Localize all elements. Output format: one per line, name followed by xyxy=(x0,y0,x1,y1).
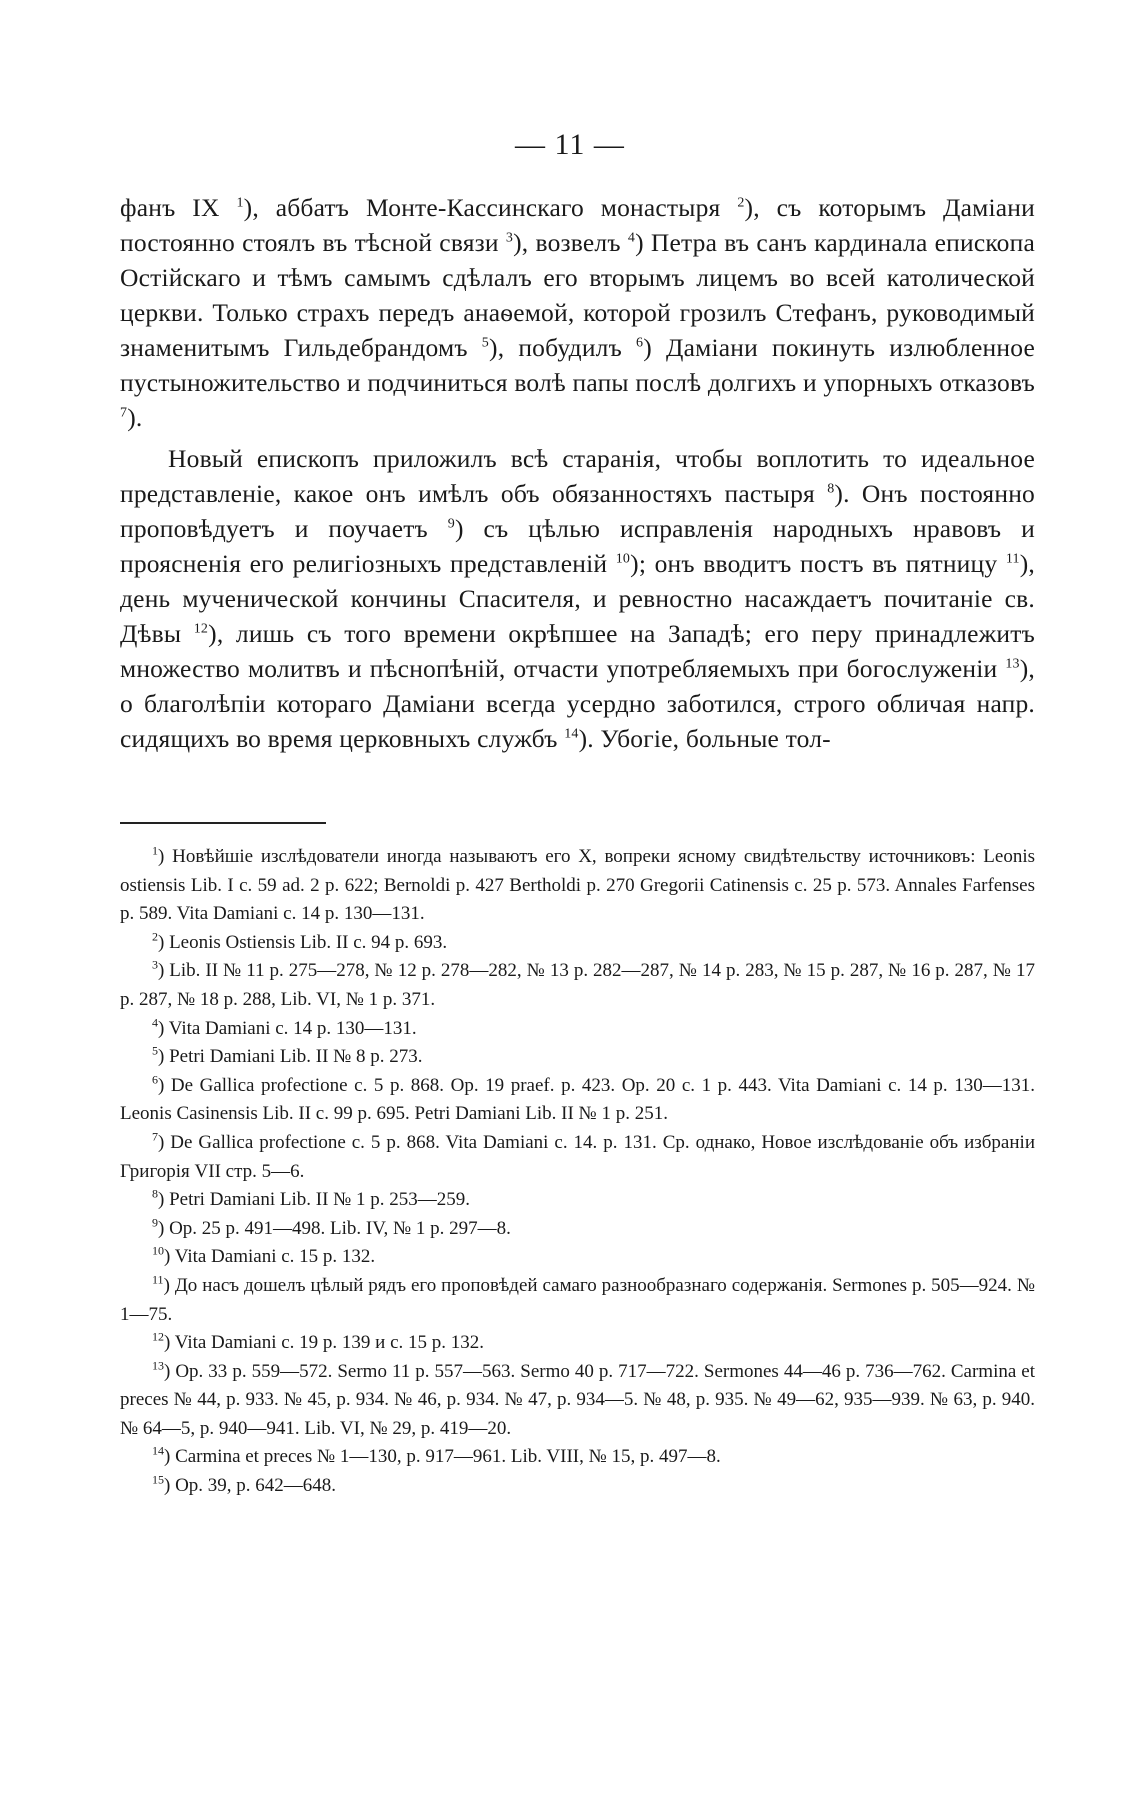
text-run: ), съ которымъ Даміани постоянно стоялъ въ тѣсной связи xyxy=(120,193,1035,257)
footnote-number: 7 xyxy=(152,1129,158,1144)
footnote-number: 3 xyxy=(152,958,158,973)
footnote-marker: 10 xyxy=(615,551,631,567)
footnote-number: 9 xyxy=(152,1215,158,1230)
text-run: ), возвелъ xyxy=(513,228,628,257)
text-run: ), день мученической кончины Спасителя, и ревностно насаждаетъ почитаніе св. Дѣвы xyxy=(120,549,1035,648)
footnote xyxy=(120,1043,1035,1072)
footnote-number: 15 xyxy=(152,1472,164,1487)
footnote-marker: 6 xyxy=(636,335,644,351)
footnote xyxy=(120,1186,1035,1215)
footnote-number: 10 xyxy=(152,1243,164,1258)
footnote-marker: 1 xyxy=(236,195,244,211)
text-run: ). Онъ постоянно проповѣдуетъ и поучаетъ xyxy=(120,479,1036,543)
text-run: ). xyxy=(127,403,143,432)
text-run: ) Даміани покинуть излюбленное пустыножительство и подчиниться волѣ папы послѣ долгихъ и упорныхъ отказовъ xyxy=(120,333,1035,397)
footnote-number: 12 xyxy=(152,1329,164,1344)
footnote-text: ) Vita Damiani c. 15 p. 132. xyxy=(164,1246,376,1268)
footnote-text: ) Petri Damiani Lib. II № 8 p. 273. xyxy=(158,1046,423,1068)
text-run: ), о благолѣпіи котораго Даміани всегда усердно заботился, строго обличая напр. сидящихъ во время церковныхъ службъ xyxy=(120,654,1035,753)
footnote xyxy=(120,1472,1035,1501)
paragraph xyxy=(120,190,1035,435)
footnote-number: 2 xyxy=(152,929,158,944)
footnote xyxy=(120,1129,1035,1186)
footnote-number: 5 xyxy=(152,1043,158,1058)
text-run: ) Петра въ санъ кардинала епископа Остійскаго и тѣмъ самымъ сдѣлалъ его вторымъ лицемъ во всей католической церкви. Только страхъ передъ анаѳемой, которой грозилъ Стефанъ, руководимый знаменитымъ Гильдебрандомъ xyxy=(120,228,1035,362)
footnote-number: 4 xyxy=(152,1015,158,1030)
footnote-text: ) Carmina et preces № 1—130, p. 917—961. Lib. VIII, № 15, p. 497—8. xyxy=(164,1446,721,1468)
footnote-number: 1 xyxy=(152,843,158,858)
footnote-marker: 9 xyxy=(447,516,455,532)
footnotes xyxy=(120,843,1035,1501)
footnote-text: ) До насъ дошелъ цѣлый рядъ его проповѣдей самаго разнообразнаго содержанія. Sermones p. 505—924. № 1—75. xyxy=(120,1274,1035,1325)
footnote-number: 14 xyxy=(152,1444,164,1459)
footnote xyxy=(120,1443,1035,1472)
footnote-text: ) De Gallica profectione c. 5 p. 868. Op. 19 praef. p. 423. Op. 20 c. 1 p. 443. Vita Damiani c. 14 p. 130—131. Leonis Casinensis Lib. II c. 99 p. 695. Petri Damiani Lib. II № 1 p. 251. xyxy=(120,1074,1035,1125)
footnote-marker: 4 xyxy=(627,230,636,246)
paragraph xyxy=(120,441,1035,756)
footnote-text: ) Vita Damiani c. 19 p. 139 и c. 15 p. 132. xyxy=(164,1332,485,1354)
footnote-number: 13 xyxy=(152,1358,164,1373)
footnote xyxy=(120,1015,1035,1044)
footnote-marker: 12 xyxy=(193,621,209,637)
footnote-text: ) Новѣйшіе изслѣдователи иногда называютъ его X, вопреки ясному свидѣтельству источниковъ: Leonis ostiensis Lib. I c. 59 ad. 2 p. 622; Bernoldi p. 427 Bertholdi p. 270 Gregorii Catinensis c. 25 p. 573. Annales Farfenses p. 589. Vita Damiani c. 14 p. 130—131. xyxy=(120,846,1035,925)
footnote-text: ) Op. 39, p. 642—648. xyxy=(164,1475,337,1497)
footnote xyxy=(120,1215,1035,1244)
footnote-marker: 5 xyxy=(481,335,489,351)
footnote-text: ) Lib. II № 11 p. 275—278, № 12 p. 278—282, № 13 p. 282—287, № 14 p. 283, № 15 p. 287, № 16 p. 287, № 17 p. 287, № 18 p. 288, Lib. VI, № 1 p. 371. xyxy=(120,960,1035,1010)
footnote-number: 8 xyxy=(152,1186,158,1201)
footnote-text: ) Vita Damiani c. 14 p. 130—131. xyxy=(158,1017,417,1039)
page-number: — 11 — xyxy=(515,128,625,161)
footnote-text: ) Petri Damiani Lib. II № 1 p. 253—259. xyxy=(158,1189,471,1211)
text-run: ), аббатъ Монте-Кассинскаго монастыря xyxy=(243,193,738,222)
footnote-number: 6 xyxy=(152,1072,158,1087)
footnote-text: ) De Gallica profectione c. 5 p. 868. Vita Damiani c. 14. p. 131. Ср. однако, Новое изслѣдованіе объ избраніи Григорія VII стр. 5—6. xyxy=(120,1131,1035,1182)
footnote-number: 11 xyxy=(152,1272,164,1287)
footnote-marker: 14 xyxy=(564,726,579,742)
text-run: Новый епископъ приложилъ всѣ старанія, чтобы воплотить то идеальное представленіе, какое онъ имѣлъ объ обязанностяхъ пастыря xyxy=(120,444,1035,508)
footnote-marker: 2 xyxy=(737,195,745,211)
text-run: ). Убогіе, больные тол- xyxy=(578,724,831,753)
footnote-marker: 7 xyxy=(120,405,128,421)
footnote xyxy=(120,929,1035,958)
footnote xyxy=(120,1329,1035,1358)
footnote-text: ) Leonis Ostiensis Lib. II c. 94 p. 693. xyxy=(158,931,448,953)
text-run: фанъ IX xyxy=(120,193,237,222)
footnote xyxy=(120,957,1035,1014)
footnote-divider xyxy=(120,822,326,824)
text-run: ) съ цѣлью исправленія народныхъ нравовъ и проясненія его религіозныхъ представленій xyxy=(120,514,1035,578)
footnote-marker: 11 xyxy=(1005,551,1020,567)
footnote xyxy=(120,1358,1035,1444)
footnote xyxy=(120,843,1035,929)
footnote xyxy=(120,1243,1035,1272)
main-text xyxy=(120,190,1035,756)
text-run: ), побудилъ xyxy=(489,333,637,362)
footnote-marker: 13 xyxy=(1005,656,1020,672)
text-run: ); онъ вводитъ постъ въ пятницу xyxy=(630,549,1006,578)
text-run: ), лишь съ того времени окрѣпшее на Западѣ; его перу принадлежитъ множество молитвъ и пѣснопѣній, отчасти употребляемыхъ при богослуженіи xyxy=(120,619,1035,683)
footnote-marker: 3 xyxy=(505,230,514,246)
footnote-text: ) Op. 25 p. 491—498. Lib. IV, № 1 p. 297—8. xyxy=(158,1217,511,1239)
footnote xyxy=(120,1272,1035,1329)
footnote-marker: 8 xyxy=(827,481,835,497)
footnote xyxy=(120,1072,1035,1129)
footnote-text: ) Op. 33 p. 559—572. Sermo 11 p. 557—563. Sermo 40 p. 717—722. Sermones 44—46 p. 736—762. Carmina et preces № 44, p. 933. № 45, p. 934. № 46, p. 934. № 47, p. 934—5. № 48, p. 935. № 49—62, 935—939. № 63, p. 940. № 64—5, p. 940—941. Lib. VI, № 29, p. 419—20. xyxy=(120,1360,1035,1439)
